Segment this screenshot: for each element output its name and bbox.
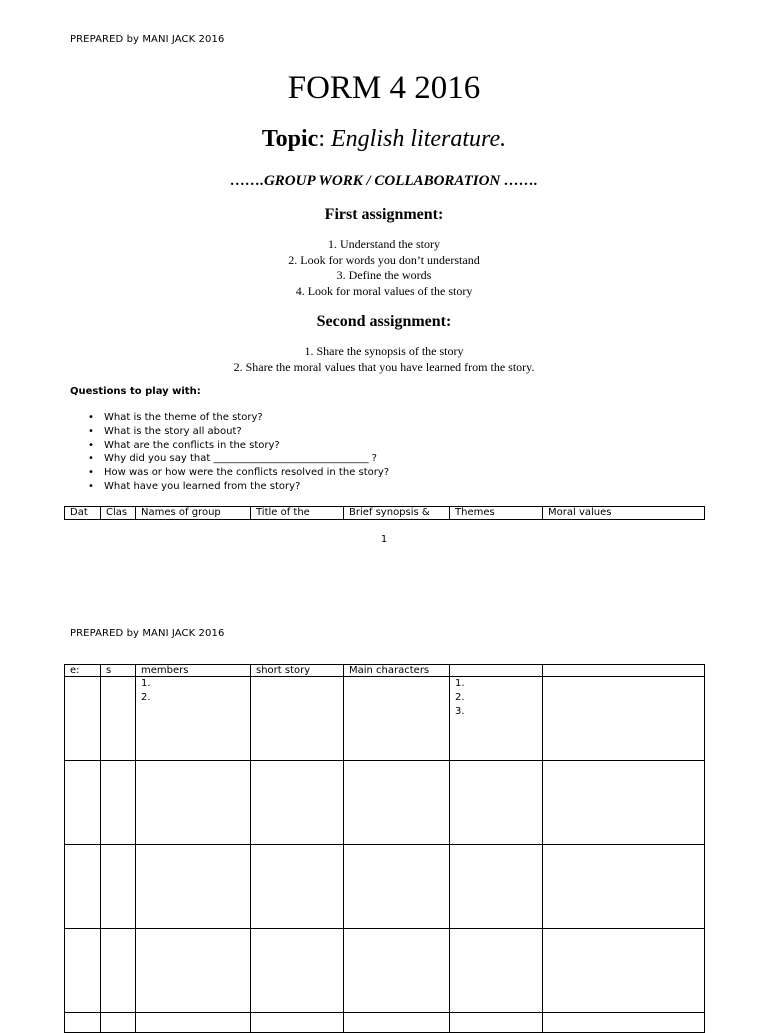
col-header-synopsis: Brief synopsis & bbox=[344, 507, 450, 520]
col-header-themes-cont bbox=[450, 665, 543, 677]
table-cell[interactable] bbox=[101, 761, 136, 845]
table-row bbox=[65, 929, 705, 1013]
questions-heading: Questions to play with: bbox=[70, 386, 201, 397]
worksheet-table-header bbox=[64, 506, 705, 520]
topic-line bbox=[0, 126, 768, 153]
table-cell[interactable] bbox=[65, 761, 101, 845]
table-cell[interactable] bbox=[136, 761, 251, 845]
table-cell[interactable] bbox=[251, 845, 344, 929]
group-work-banner: …….GROUP WORK / COLLABORATION ……. bbox=[230, 173, 538, 189]
col-header-story-title-cont: short story bbox=[251, 665, 344, 677]
table-cell[interactable] bbox=[251, 929, 344, 1013]
table-cell[interactable] bbox=[136, 845, 251, 929]
question-item: • What is the story all about? bbox=[88, 425, 389, 439]
table-cell[interactable] bbox=[101, 929, 136, 1013]
table-row bbox=[65, 665, 705, 677]
table-row bbox=[65, 677, 705, 761]
table-cell[interactable] bbox=[450, 845, 543, 929]
list-item: 2. Share the moral values that you have learned from the story. bbox=[233, 359, 535, 374]
table-row bbox=[65, 507, 705, 520]
col-header-themes: Themes bbox=[450, 507, 543, 520]
table-cell[interactable] bbox=[543, 845, 705, 929]
list-item: 1. Understand the story bbox=[328, 237, 440, 251]
first-assignment-heading: First assignment: bbox=[324, 206, 444, 223]
second-assignment-heading: Second assignment: bbox=[316, 313, 452, 330]
table-cell[interactable] bbox=[65, 677, 101, 761]
worksheet-table-continued bbox=[64, 664, 705, 1033]
question-item: • Why did you say that _______________________________ ? bbox=[88, 452, 389, 466]
theme-entry: 1. bbox=[455, 678, 465, 689]
first-assignment-list bbox=[0, 237, 768, 299]
table-cell[interactable] bbox=[344, 677, 450, 761]
topic-value: English literature. bbox=[331, 126, 507, 152]
col-header-date: Dat bbox=[65, 507, 101, 520]
table-cell[interactable] bbox=[344, 1013, 450, 1033]
col-header-date-cont: e: bbox=[65, 665, 101, 677]
table-cell[interactable] bbox=[543, 677, 705, 761]
topic-label: Topic bbox=[261, 126, 319, 152]
list-item: 4. Look for moral values of the story bbox=[295, 283, 473, 298]
table-cell[interactable] bbox=[101, 1013, 136, 1033]
col-header-group-members-cont: members bbox=[136, 665, 251, 677]
col-header-moral-values: Moral values bbox=[543, 507, 705, 520]
second-assignment-list bbox=[0, 344, 768, 375]
table-row bbox=[65, 845, 705, 929]
question-item: • What have you learned from the story? bbox=[88, 480, 389, 494]
table-cell[interactable] bbox=[450, 677, 543, 761]
table-cell[interactable] bbox=[65, 929, 101, 1013]
theme-entry: 2. bbox=[455, 692, 465, 703]
table-cell[interactable] bbox=[65, 845, 101, 929]
table-cell[interactable] bbox=[344, 929, 450, 1013]
table-cell[interactable] bbox=[344, 845, 450, 929]
col-header-group-members: Names of group bbox=[136, 507, 251, 520]
table-cell[interactable] bbox=[136, 677, 251, 761]
page-header-note: PREPARED by MANI JACK 2016 bbox=[70, 628, 225, 639]
table-cell[interactable] bbox=[101, 677, 136, 761]
table-cell[interactable] bbox=[251, 761, 344, 845]
table-cell[interactable] bbox=[251, 1013, 344, 1033]
table-row bbox=[65, 1013, 705, 1033]
table-cell[interactable] bbox=[450, 761, 543, 845]
table-cell[interactable] bbox=[344, 761, 450, 845]
table-cell[interactable] bbox=[543, 1013, 705, 1033]
page-number: 1 bbox=[380, 534, 388, 545]
question-item: • How was or how were the conflicts resolved in the story? bbox=[88, 466, 389, 480]
table-cell[interactable] bbox=[136, 1013, 251, 1033]
theme-entry: 3. bbox=[455, 706, 465, 717]
table-cell[interactable] bbox=[65, 1013, 101, 1033]
list-item: 1. Share the synopsis of the story bbox=[304, 344, 464, 358]
document-title: FORM 4 2016 bbox=[287, 70, 481, 106]
topic-separator: : bbox=[318, 126, 326, 152]
col-header-moral-values-cont bbox=[543, 665, 705, 677]
list-item: 2. Look for words you don’t understand bbox=[288, 252, 480, 267]
table-row bbox=[65, 761, 705, 845]
col-header-class-cont: s bbox=[101, 665, 136, 677]
col-header-story-title: Title of the bbox=[251, 507, 344, 520]
col-header-class: Clas bbox=[101, 507, 136, 520]
member-entry: 1. bbox=[141, 678, 151, 689]
table-cell[interactable] bbox=[543, 761, 705, 845]
question-item: • What is the theme of the story? bbox=[88, 411, 389, 425]
table-cell[interactable] bbox=[450, 929, 543, 1013]
member-entry: 2. bbox=[141, 692, 151, 703]
question-item: • What are the conflicts in the story? bbox=[88, 439, 389, 453]
table-cell[interactable] bbox=[251, 677, 344, 761]
table-cell[interactable] bbox=[450, 1013, 543, 1033]
page-header-note: PREPARED by MANI JACK 2016 bbox=[70, 34, 225, 45]
table-cell[interactable] bbox=[543, 929, 705, 1013]
list-item: 3. Define the words bbox=[336, 268, 432, 282]
col-header-main-characters: Main characters bbox=[344, 665, 450, 677]
table-cell[interactable] bbox=[101, 845, 136, 929]
table-cell[interactable] bbox=[136, 929, 251, 1013]
questions-list bbox=[88, 411, 389, 494]
